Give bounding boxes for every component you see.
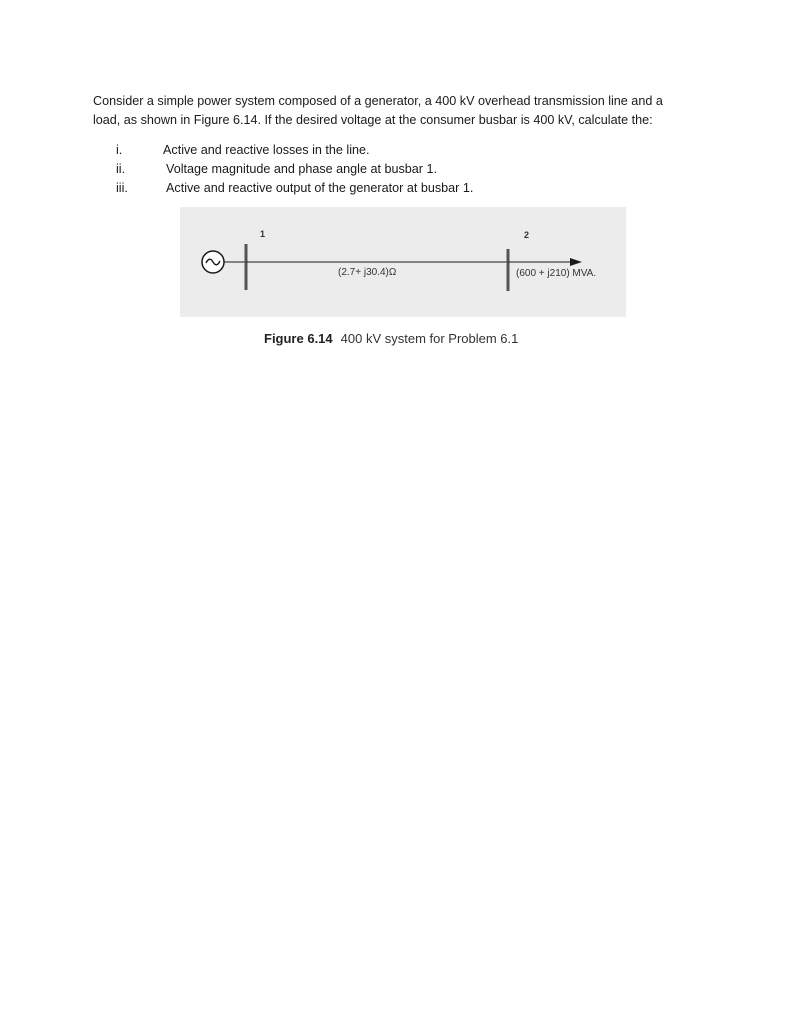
problem-intro: Consider a simple power system composed of a generator, a 400 kV overhead transmission line and a load, as shown in Figure 6.14. If the desired voltage at the consumer busbar is 400 kV, calculate the: [93, 94, 663, 127]
list-item [116, 160, 616, 179]
list-number: i. [116, 143, 123, 157]
impedance-label: (2.7+ j30.4)Ω [338, 267, 397, 278]
caption-label: Figure 6.14 [264, 331, 333, 346]
circuit-diagram [180, 207, 626, 317]
load-label: (600 + j210) MVA. [516, 268, 597, 279]
bus2-label: 2 [524, 230, 530, 240]
circuit-figure [180, 207, 626, 317]
caption-text: 400 kV system for Problem 6.1 [340, 331, 519, 346]
question-list [116, 141, 616, 198]
bus1-label: 1 [260, 229, 266, 239]
list-item [116, 141, 616, 160]
figure-caption [264, 330, 564, 348]
list-text: Active and reactive output of the generator at busbar 1. [166, 181, 474, 195]
list-text: Active and reactive losses in the line. [163, 143, 370, 157]
list-number: iii. [116, 181, 128, 195]
list-text: Voltage magnitude and phase angle at busbar 1. [166, 162, 437, 176]
load-arrow-icon [570, 258, 582, 266]
list-number: ii. [116, 162, 126, 176]
list-item [116, 179, 616, 198]
